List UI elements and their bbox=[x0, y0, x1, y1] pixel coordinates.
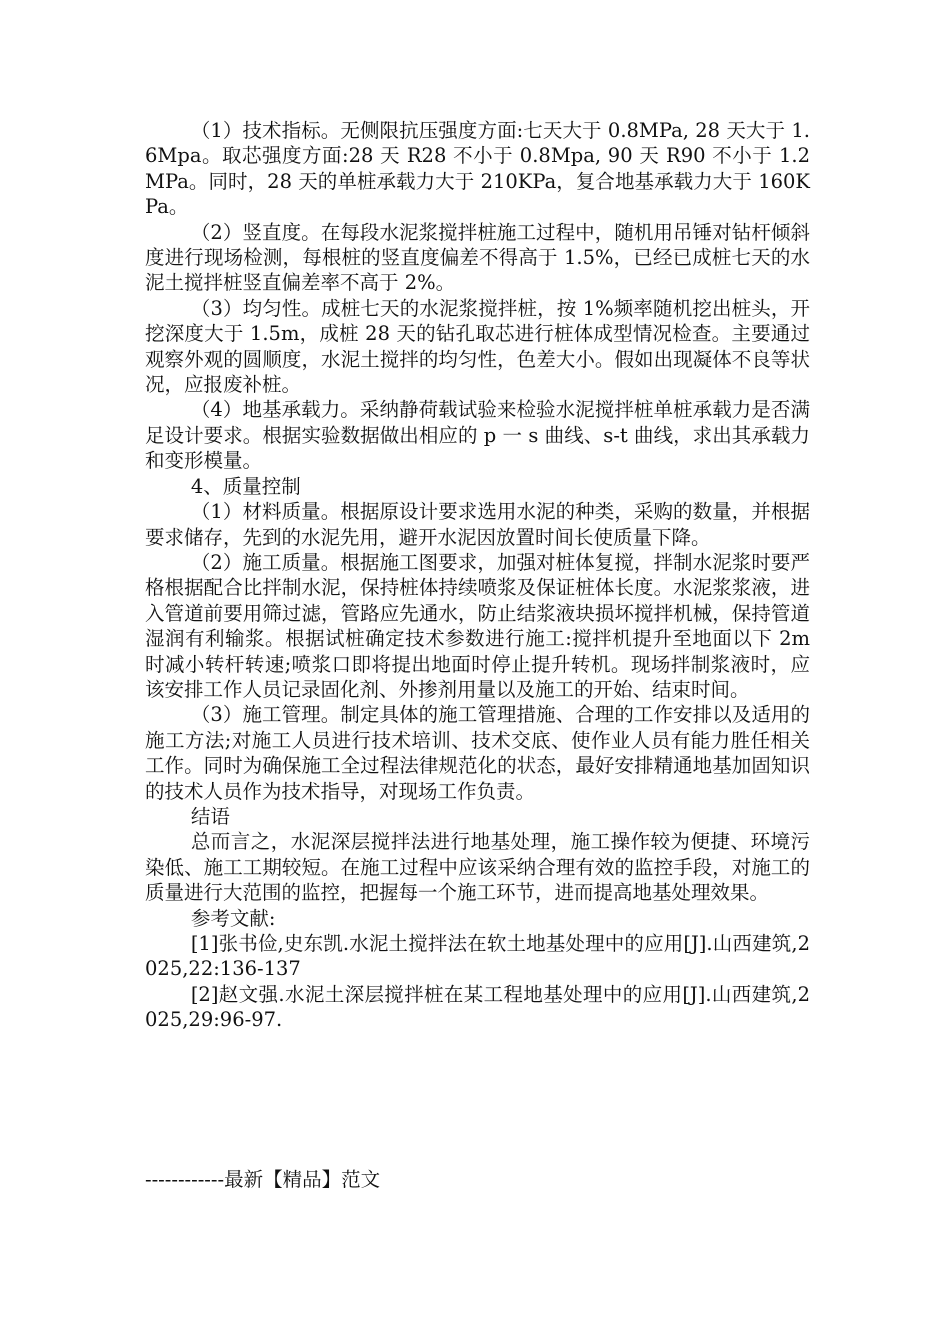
paragraph-construction-quality: （2）施工质量。根据施工图要求，加强对桩体复搅，拌制水泥浆时要严格根据配合比拌制水泥，保持桩体持续喷浆及保证桩体长度。水泥浆浆液，进入管道前要用筛过滤，管路应先通水，防止结浆液块损坏搅拌机械，保持管道湿润有利输浆。根据试桩确定技术参数进行施工:搅拌机提升至地面以下 2m 时减小转杆转速;喷浆口即将提出地面时停止提升转机。现场拌制浆液时，应该安排工作人员记录固化剂、外掺剂用量以及施工的开始、结束时间。 bbox=[145, 550, 810, 701]
section-heading-conclusion: 结语 bbox=[190, 804, 230, 828]
reference-item: [2]赵文强.水泥土深层搅拌桩在某工程地基处理中的应用[J].山西建筑,2025,29:96-97. bbox=[145, 982, 810, 1032]
paragraph-material-quality: （1）材料质量。根据原设计要求选用水泥的种类，采购的数量，并根据要求储存，先到的水泥先用，避开水泥因放置时间长使质量下降。 bbox=[145, 500, 810, 549]
reference-item: [1]张书俭,史东凯.水泥土搅拌法在软土地基处理中的应用[J].山西建筑,2025,22:136-137 bbox=[145, 932, 810, 981]
paragraph-construction-management: （3）施工管理。制定具体的施工管理措施、合理的工作安排以及适用的施工方法;对施工人员进行技术培训、技术交底、使作业人员有能力胜任相关工作。同时为确保施工全过程法律规范化的状态，最好安排精通地基加固知识的技术人员作为技术指导，对现场工作负责。 bbox=[145, 703, 810, 803]
paragraph-uniformity: （3）均匀性。成桩七天的水泥浆搅拌桩，按 1%频率随机挖出桩头，开挖深度大于 1.5m，成桩 28 天的钻孔取芯进行桩体成型情况检查。主要通过观察外观的圆顺度，水泥土搅拌的均匀性，色差大小。假如出现凝体不良等状况，应报废补桩。 bbox=[145, 296, 810, 397]
document-body bbox=[145, 118, 810, 1033]
paragraph-conclusion: 总而言之，水泥深层搅拌法进行地基处理，施工操作较为便捷、环境污染低、施工工期较短。在施工过程中应该采纳合理有效的监控手段，对施工的质量进行大范围的监控，把握每一个施工环节，进而提高地基处理效果。 bbox=[145, 830, 810, 905]
page-footer: ------------最新【精品】范文 bbox=[145, 1168, 381, 1191]
section-heading-quality-control: 4、质量控制 bbox=[190, 474, 301, 498]
paragraph-technical-indicators: （1）技术指标。无侧限抗压强度方面:七天大于 0.8MPa, 28 天大于 1.6Mpa。取芯强度方面:28 天 R28 不小于 0.8Mpa, 90 天 R90 不小于 1.2MPa。同时，28 天的单桩承载力大于 210KPa，复合地基承载力大于 160KPa。 bbox=[145, 119, 810, 219]
paragraph-verticality: （2）竖直度。在每段水泥浆搅拌桩施工过程中，随机用吊锤对钻杆倾斜度进行现场检测，每根桩的竖直度偏差不得高于 1.5%，已经已成桩七天的水泥土搅拌桩竖直偏差率不高于 2%。 bbox=[145, 220, 810, 295]
paragraph-bearing-capacity: （4）地基承载力。采纳静荷载试验来检验水泥搅拌桩单桩承载力是否满足设计要求。根据实验数据做出相应的 p 一 s 曲线、s-t 曲线，求出其承载力和变形模量。 bbox=[145, 398, 810, 473]
section-heading-references: 参考文献: bbox=[190, 906, 276, 930]
